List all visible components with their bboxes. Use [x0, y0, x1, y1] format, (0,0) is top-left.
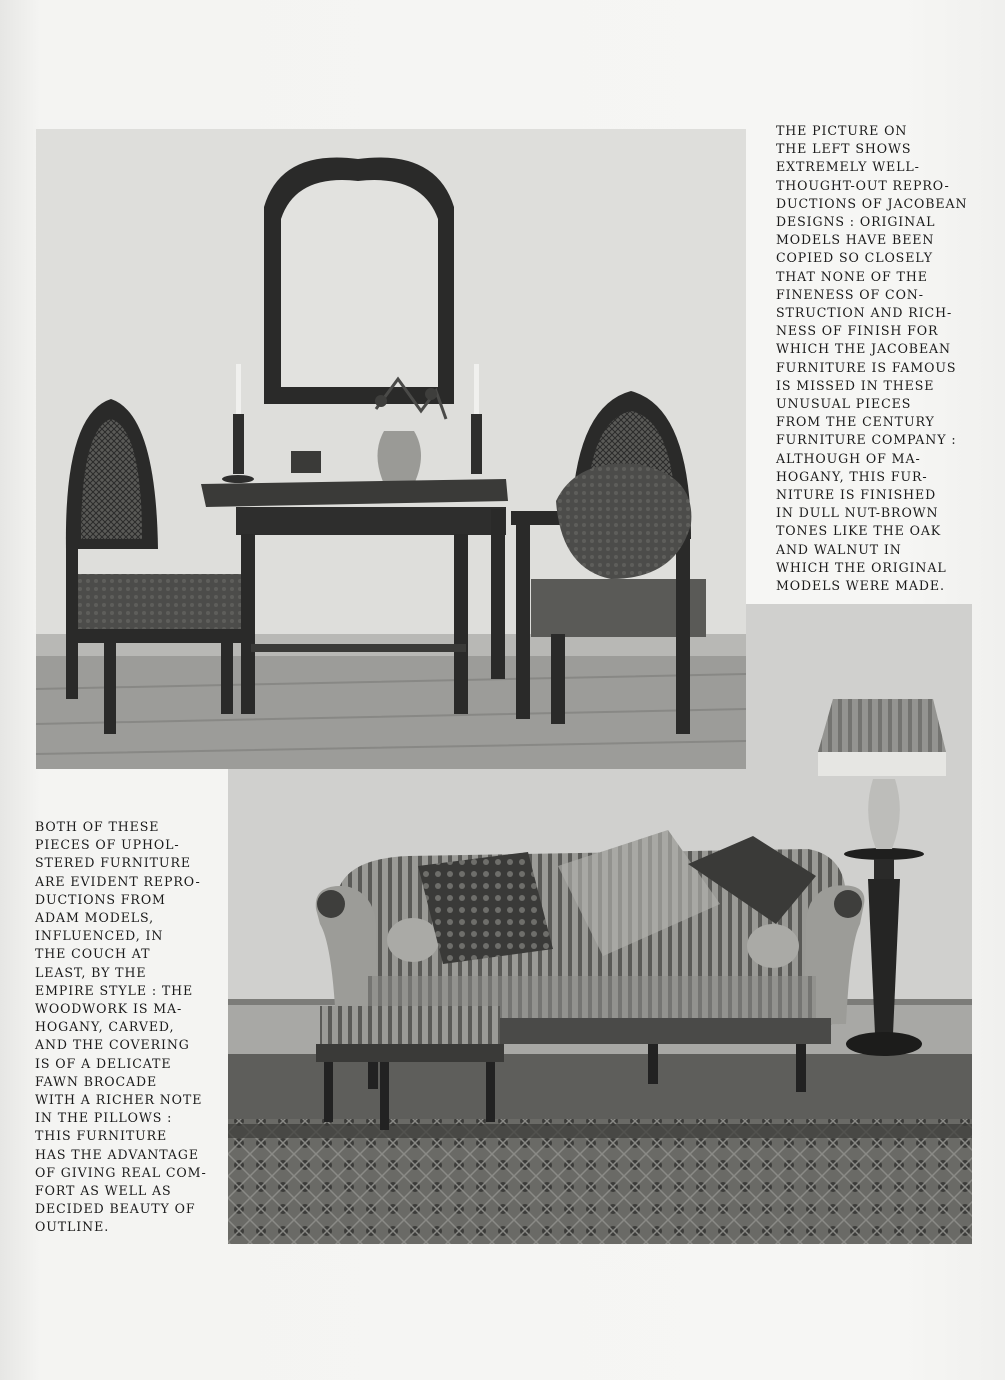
caption-line: EXTREMELY WELL- [776, 159, 920, 175]
caption-line: TONES LIKE THE OAK [776, 523, 942, 539]
caption-line: ADAM MODELS, [35, 910, 155, 926]
jacobean-furniture-photo [36, 129, 746, 769]
caption-line: WOODWORK IS MA- [35, 1001, 183, 1017]
caption-line: FORT AS WELL AS [35, 1183, 172, 1199]
caption-line: HOGANY, THIS FUR- [776, 468, 928, 484]
caption-line: ALTHOUGH OF MA- [776, 450, 921, 466]
caption-line: FAWN BROCADE [35, 1073, 158, 1089]
caption-line: DESIGNS : ORIGINAL [776, 214, 936, 230]
caption-line: AND THE COVERING [35, 1037, 190, 1053]
caption-line: THIS FURNITURE [35, 1128, 168, 1144]
caption-line: STRUCTION AND RICH- [776, 305, 953, 321]
caption-line: EMPIRE STYLE : THE [35, 982, 194, 998]
caption-line: ARE EVIDENT REPRO- [35, 873, 201, 889]
caption-line: INFLUENCED, IN [35, 928, 164, 944]
caption-line: DUCTIONS OF JACOBEAN [776, 195, 968, 211]
caption-line: UNUSUAL PIECES [776, 396, 912, 412]
caption-line: FURNITURE COMPANY : [776, 432, 957, 448]
caption-line: OUTLINE. [35, 1219, 110, 1235]
caption-line: HAS THE ADVANTAGE [35, 1146, 199, 1162]
caption-line: THE LEFT SHOWS [776, 141, 912, 157]
caption-line: IS OF A DELICATE [35, 1055, 172, 1071]
caption-line: PIECES OF UPHOL- [35, 837, 180, 853]
caption-line: THAT NONE OF THE [776, 268, 928, 284]
caption-line: OF GIVING REAL COM- [35, 1164, 207, 1180]
caption-line: AND WALNUT IN [776, 541, 902, 557]
caption-line: MODELS WERE MADE. [776, 578, 945, 594]
caption-line: DECIDED BEAUTY OF [35, 1201, 196, 1217]
caption-line: FINENESS OF CON- [776, 286, 924, 302]
caption-top [776, 122, 967, 595]
caption-bottom [35, 818, 207, 1237]
caption-line: WHICH THE JACOBEAN [776, 341, 951, 357]
caption-line: WITH A RICHER NOTE [35, 1092, 203, 1108]
caption-line: MODELS HAVE BEEN [776, 232, 935, 248]
caption-line: THE PICTURE ON [776, 123, 908, 138]
caption-line: BOTH OF THESE [35, 819, 160, 834]
caption-line: NITURE IS FINISHED [776, 487, 937, 503]
caption-line: COPIED SO CLOSELY [776, 250, 933, 266]
caption-line: WHICH THE ORIGINAL [776, 559, 947, 575]
caption-line: STERED FURNITURE [35, 855, 191, 871]
caption-line: IS MISSED IN THESE [776, 377, 935, 393]
caption-line: HOGANY, CARVED, [35, 1019, 175, 1035]
caption-line: THOUGHT-OUT REPRO- [776, 177, 950, 193]
caption-line: NESS OF FINISH FOR [776, 323, 939, 339]
caption-line: IN DULL NUT-BROWN [776, 505, 939, 521]
caption-line: IN THE PILLOWS : [35, 1110, 173, 1126]
caption-line: DUCTIONS FROM [35, 891, 166, 907]
caption-line: LEAST, BY THE [35, 964, 147, 980]
caption-line: FURNITURE IS FAMOUS [776, 359, 957, 375]
caption-line: THE COUCH AT [35, 946, 151, 962]
caption-line: FROM THE CENTURY [776, 414, 935, 430]
